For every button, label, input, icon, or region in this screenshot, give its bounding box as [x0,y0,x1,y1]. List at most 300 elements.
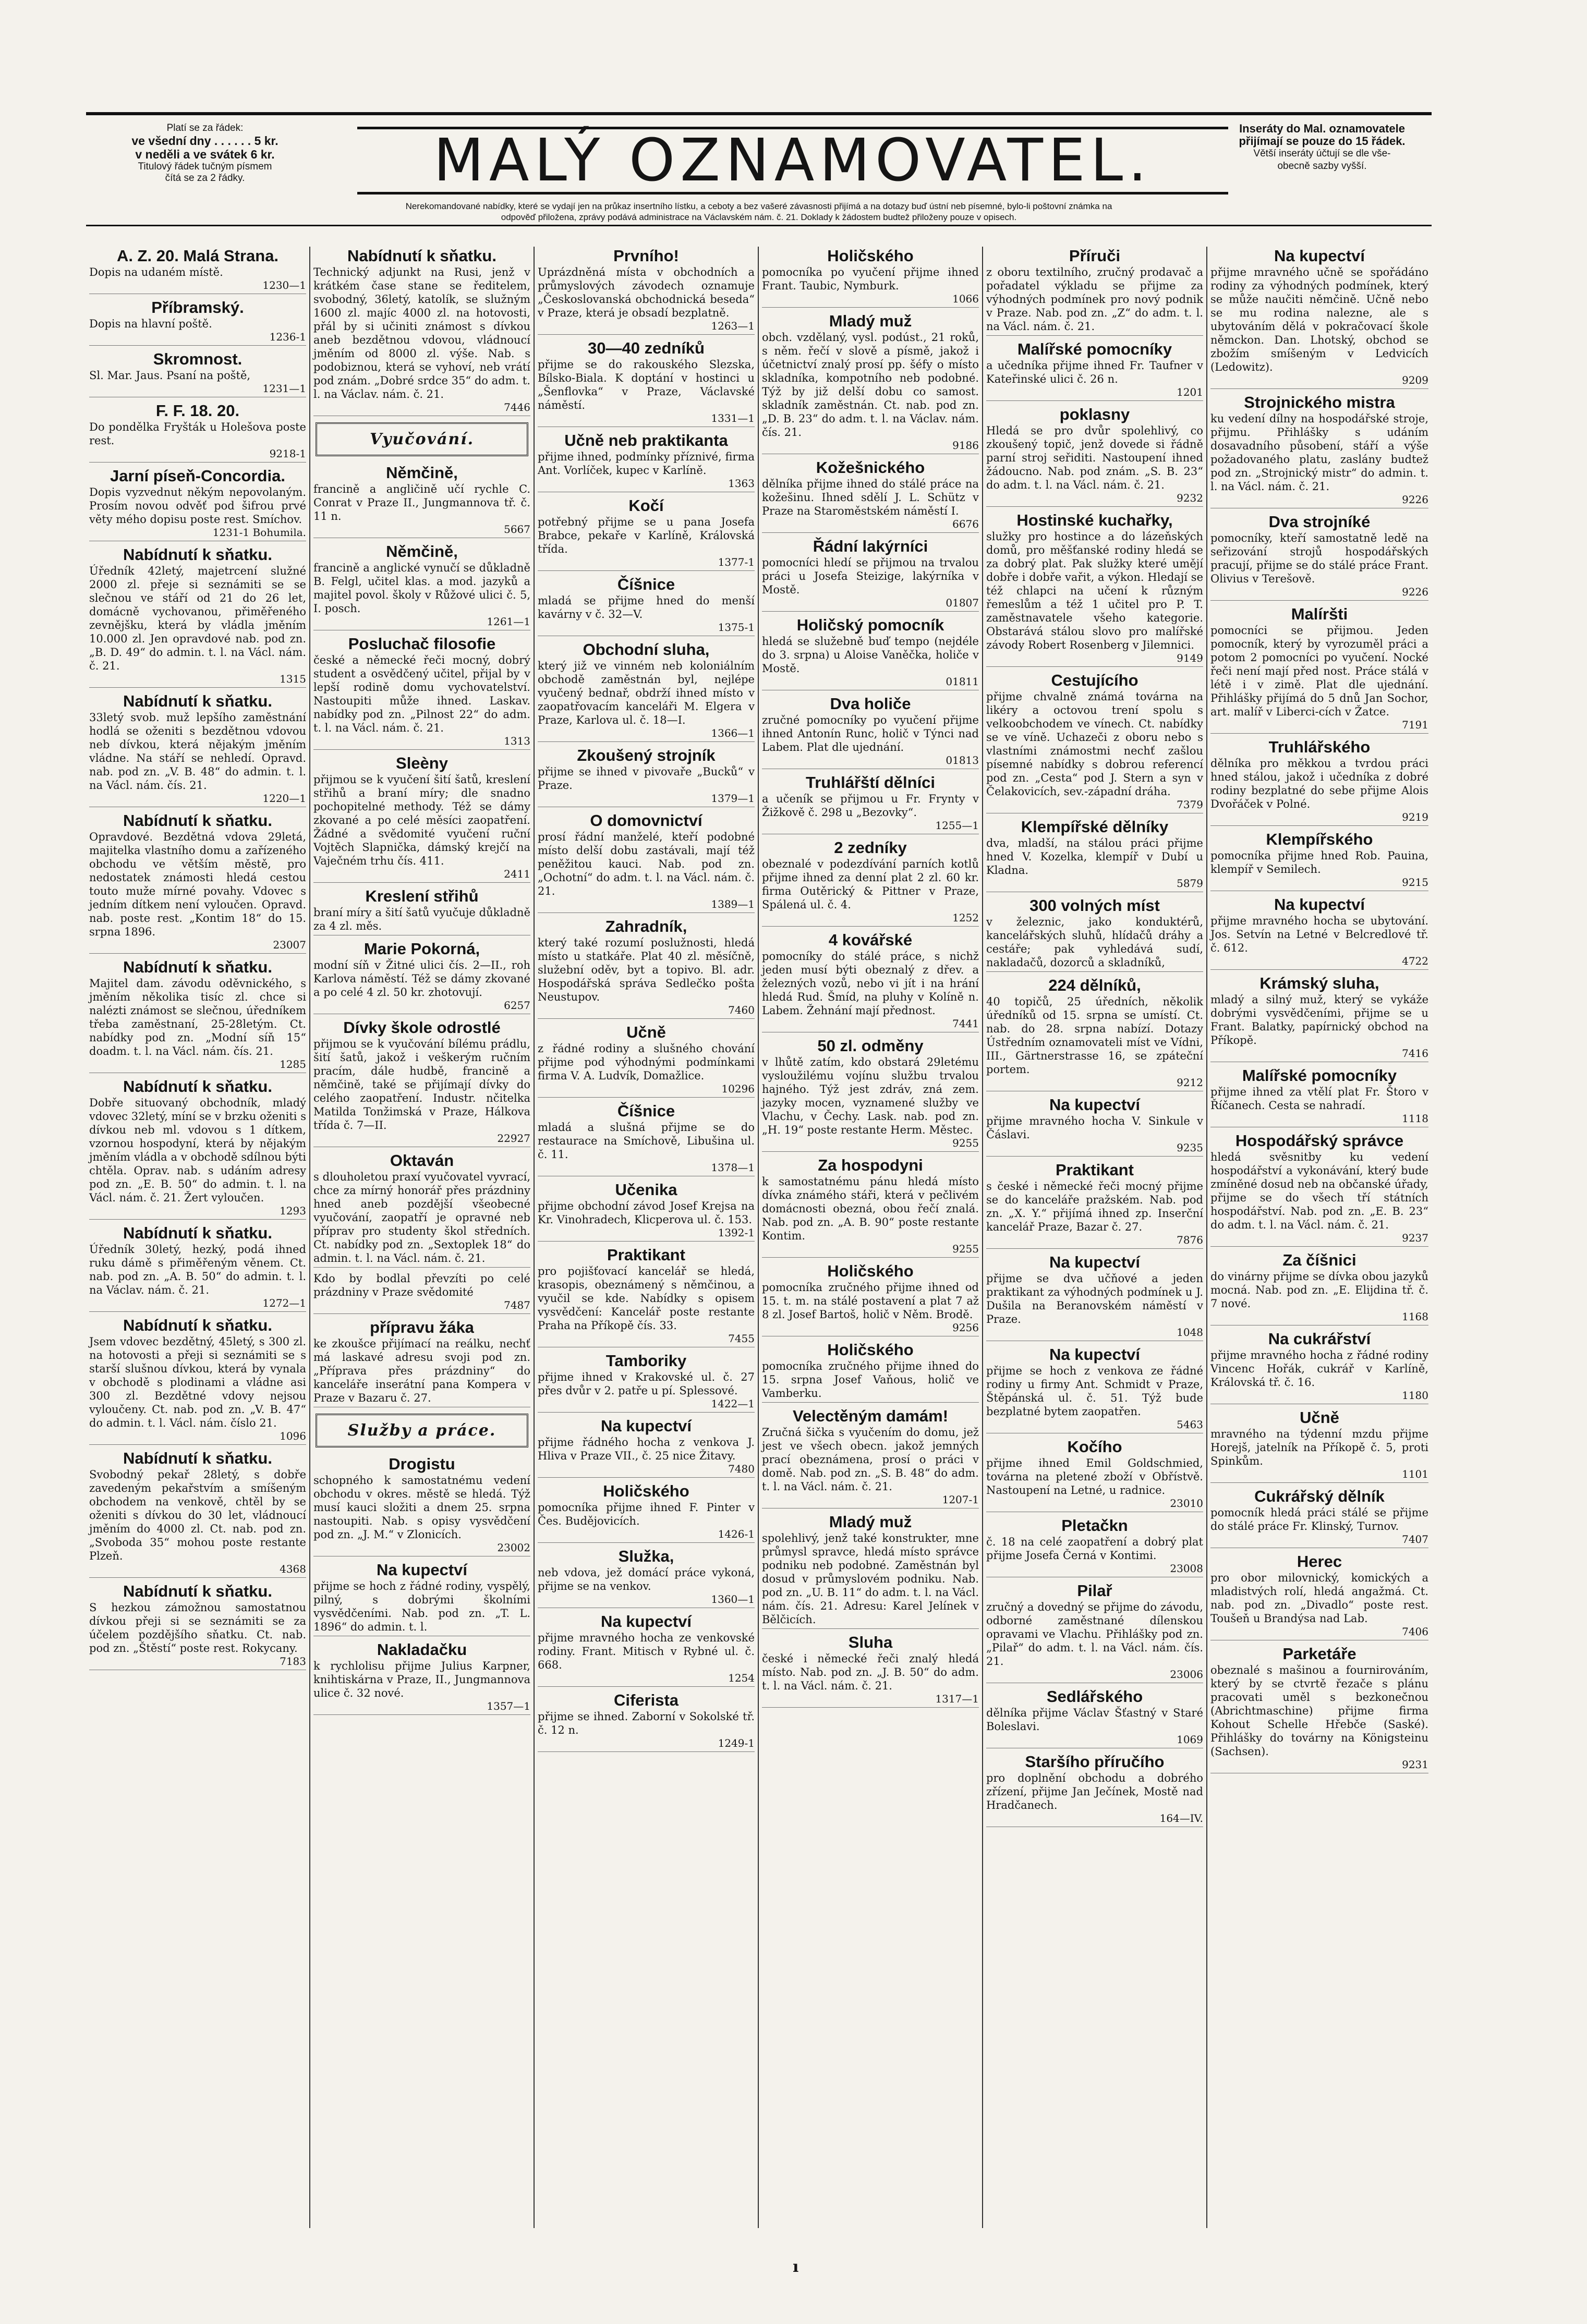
ad-number: 1101 [1402,1468,1428,1480]
ad-text: mladá a slušná přijme se do restaurace na Smíchově, Libušina ul. č. 11. [538,1121,755,1161]
ad-heading: Holičského [603,1482,689,1500]
ad-heading: Nabídnutí k sňatku. [123,545,272,564]
ad-column [535,247,759,2228]
ad-number: 1066 [952,293,979,305]
ad-column [310,247,535,2228]
ad-number: 7183 [280,1655,306,1668]
ad-number: 4722 [1402,955,1428,967]
ad-text: a učeník se přijmou u Fr. Frynty v Žižkově č. 298 u „Bezovky“. [762,793,979,819]
ad-text: přijme mravného hocha V. Sinkule v Čáslavi. [986,1115,1203,1141]
ad-heading: 4 kovářské [828,931,913,949]
classified-ad [986,976,1203,1091]
ad-heading: Pletačkn [1061,1516,1128,1535]
ad-heading: Učně [1300,1408,1339,1427]
ad-number: 9255 [952,1137,979,1149]
ad-text: hledá svěsnitby ku vedení hospodářství a vykonávání, který bude zmíněné dosud neb na občanské úřady, přijme se do všech tří státních hospodářství. Nab. pod zn. „E. B. 23“ do adm. t. l. na Václ. nám. č. 21. [1210,1151,1428,1231]
ad-text: české i německé řeči znalý hledá místo. Nab. pod zn. „J. B. 50“ do adm. t. l. na Václ. nám. č. 21. [762,1652,979,1692]
ad-heading: Nakladačku [377,1640,467,1659]
classified-ad [538,917,755,1019]
ad-heading: Dívky škole odrostlé [343,1018,501,1037]
ad-text: přijme mravného učně se spořádáno rodiny za výhodných podmínek, který se může naučiti němčině. Učně nebo se mu rodina nalezne, ale s ubytováním dělá v pokračovací škole němckon. Dan. Lhotský, obchod se zbožím smíšeným v Ledvicích (Ledowitz). [1210,266,1428,373]
ad-text: přijme se ihned. Zaborní v Sokolské tř. č. 12 n. [538,1710,755,1736]
classified-ad [538,640,755,742]
ad-text: přijmou se k vyučování bílému prádlu, šití šatů, jakož i veškerým ručním pracím, dále hudbě, francině a němčině, také se přijímají dívky do celého zaopatření. Industr. nčitelka Matilda Tonžimská v Praze, Hálkova třída č. 7—II. [313,1038,530,1131]
ad-text: přijme ihned za vtělí plat Fr. Štoro v Říčanech. Cesta se nahradí. [1210,1086,1428,1112]
ad-number: 01813 [946,754,979,766]
ad-number: 1252 [952,911,979,924]
ad-heading: Na kupectví [376,1561,467,1579]
ad-text: přijmou se k vyučení šití šatů, kreslení střihů a braní míry; dle snadno pochopitelné methody. Též se dámy zkované a po celé měsíci zaopatření. Žádné a svědomité vyučení ruční Vojtěch Slapnička, dámský krejčí na Vaječném trhu čís. 411. [313,773,530,867]
ad-number: 1263—1 [711,320,755,332]
classified-ad [538,431,755,492]
ad-text: a učedníka přijme ihned Fr. Taufner v Kateřinské ulici č. 26 n. [986,359,1203,385]
ad-number: 1180 [1402,1389,1428,1402]
ad-text: služky pro hostince a do lázeňských domů, pro měšťanské rodiny hledá se za dobrý plat. Pak služky které umějí dobře i dobře vařit, a výkon. Hledají se též chlapci na učení k různým řemeslům a též 1 učitel pro P. T. zaměstnavatele všeho kategorie. Obstarává stálou slovo pro malířské závody Robert Rosenberg v Jilemnici. [986,530,1203,651]
price-line: ve všední dny . . . . . . 5 kr. [131,134,278,148]
ad-heading: Malířské pomocníky [1242,1066,1397,1085]
classified-ad [762,1407,979,1508]
ad-text: zručný a dovedný se přijme do závodu, odborné zaměstnané dílenskou opravami ve Vlachu. Přihlášky pod zn. „Pilař“ do adm. t. l. na Václ. nám. čís. 21. [986,1601,1203,1668]
classified-ad [762,773,979,834]
ad-heading: Klempířské dělníky [1021,818,1169,836]
ad-heading: 2 zedníky [834,838,907,857]
ad-text: dělníka přijme Václav Šťastný v Staré Boleslavi. [986,1707,1203,1733]
ad-text: Svobodný pekař 28letý, s dobře zavedeným pekařstvím a smíšeným obchodem na venkově, chtěl by se oženiti s dívkou do 30 let, vládnoucí jměním do 4000 zl. Ct. nab. pod zn. „Svoboda 35“ mohou poste restante Plzeň. [89,1468,306,1562]
classified-ad [89,1582,306,1670]
ad-text: české a německé řeči mocný, dobrý student a osvědčený učitel, přijal by v lepší rodině domu vychovatelství. Nastoupiti může ihned. Laskav. nabídky pod zn. „Pilnost 22“ do adm. t. l. na Václ. nám. č. 21. [313,654,530,734]
ad-text: v lhůtě zatím, kdo obstará 29letému vysloužilému vojínu službu trvalou hajného. Týž jest zdráv, zná zem. jazyky mocen, vyznamené služby ve Vlachu, v Čechy. Lask. nab. pod zn. „H. 19“ poste restante Herm. Městec. [762,1056,979,1136]
ad-number: 9255 [952,1243,979,1255]
ad-heading: Holičský pomocník [796,616,944,634]
ad-heading: Malíršti [1291,605,1348,623]
ad-text: potřebný přijme se u pana Josefa Brabce, pekaře v Karlíně, Královská třída. [538,516,755,555]
ad-heading: Na kupectví [1049,1253,1140,1271]
classified-ad [986,1753,1203,1827]
classified-ad [313,1151,530,1268]
classified-ad [986,340,1203,401]
notice-line: odpověď přiložena, zprávy podává administrace na Václavském nám. č. 21. Doklady k žádostem budtež přiloženy pouze v opisech. [501,212,1017,222]
ad-number: 2411 [504,868,530,880]
ad-column [759,247,983,2228]
ad-heading: Cestujícího [1051,671,1138,689]
classified-ad [538,1352,755,1413]
classified-ad [986,1253,1203,1341]
ad-number: 1379—1 [711,792,755,805]
ad-heading: Příruči [1069,247,1121,265]
ad-heading: Zkoušený strojník [577,746,716,764]
ad-heading: Dva strojníké [1268,513,1371,531]
ad-heading: Kreslení střihů [365,887,479,905]
ad-number: 9256 [952,1321,979,1334]
classified-ad [762,1341,979,1403]
ad-heading: Nabídnutí k sňatku. [123,1224,272,1242]
classified-ad [89,1449,306,1578]
ad-heading: Krámský sluha, [1259,974,1379,992]
classified-ad [313,542,530,630]
classified-ad [313,1318,530,1407]
classified-ad [986,511,1203,667]
classified-ad [89,350,306,397]
ad-number: 9218-1 [269,447,306,460]
ad-number: 1118 [1402,1112,1428,1125]
ad-heading: Jarní píseň-Concordia. [110,467,285,485]
price-line: čítá se za 2 řádky. [165,173,245,184]
ad-number: 5879 [1177,877,1203,890]
ad-number: 1366—1 [711,727,755,739]
classified-ad [762,247,979,308]
ad-text: přijme řádného hocha z venkova J. Hliva v Praze VII., č. 25 nice Žitavy. [538,1436,755,1462]
classified-ad [313,464,530,538]
ad-heading: Hostinské kuchařky, [1016,511,1173,529]
ad-heading: Číšnice [617,1102,675,1120]
ad-heading: Kočího [1067,1438,1122,1456]
ad-number: 1293 [280,1204,306,1217]
classified-ad [762,458,979,533]
ad-text: pomocníci se přijmou. Jeden pomocník, který by vyrozuměl práci a potom 2 pomocníci po vyučení. Nocké řeči není mají před nost. Práce stálá v létě i v zimě. Plat dle ujednání. Přihlášky přijímá do 5 dnů Jan Sochor, art. malíř v Liberci-cích v Žatce. [1210,624,1428,718]
ad-text: pro pojišťovací kancelář se hledá, krasopis, obeznámený s němčinou, a vyučil se kde. Nabídky s opisem vysvědčení: Kancelář poste restante Praha na Příkopě čís. 33. [538,1265,755,1332]
ad-text: modní síň v Žitné ulici čís. 2—II., roh Karlova náměstí. Též se dámy zkované a po celé 4 zl. 50 kr. zhotovují. [313,959,530,999]
ad-text: pomocníka zručného přijme ihned do 15. srpna Josef Vaňous, holič ve Vamberku. [762,1360,979,1400]
ad-number: 23008 [1170,1562,1203,1575]
ad-heading: Kočí [628,496,664,515]
ad-heading: Oktaván [390,1151,454,1170]
ad-number: 7416 [1402,1047,1428,1060]
insert-line: přijímají se pouze do 15 řádek. [1239,135,1406,148]
classified-ad [986,1516,1203,1577]
classified-ad [538,247,755,335]
ad-text: neb vdova, jež domácí práce vykoná, přijme se na venkov. [538,1566,755,1592]
classified-ad [986,247,1203,336]
ad-text: přijme mravného hocha ze venkovské rodiny. Frant. Mitisch v Rybné ul. č. 668. [538,1632,755,1671]
classified-ad [986,1161,1203,1249]
ad-number: 1220—1 [262,792,306,805]
classified-ad [89,247,306,294]
classified-ad [538,1547,755,1608]
ad-text: Dobře situovaný obchodník, mladý vdovec 32letý, míní se v brzku oženiti s dívkou neb ml. vdovou s 1 dítkem, vzornou hospodyní, která by nějakým jměním vládla a v obchodě sdílnou býti chtěla. Oprav. nab. s udáním adresy pod zn. „E. B. 50“ do admin. t. l. na Václ. nám. č. 21. Žert vyloučen. [89,1097,306,1204]
ad-text: mladý a silný muž, který se vykáže dobrými vysvědčeními, přijme se u Frant. Balatky, papírnický obchod na Příkopě. [1210,993,1428,1047]
ad-number: 1096 [280,1430,306,1442]
classified-ad [986,405,1203,507]
ad-heading: A. Z. 20. Malá Strana. [116,247,279,265]
ad-number: 7480 [728,1463,755,1475]
ad-text: Úředník 30letý, hezký, podá ihned ruku dámě s přiměřeným věnem. Ct. nab. pod zn. „A. B. 50“ do admin. t. l. na Václav. nám. č. 21. [89,1243,306,1296]
ad-text: obeznalé s mašinou a fournirováním, který by se ctvrtě řezače s plánu pracovati uměl s bezkonečnou (Abrichtmaschine) přijme firma Kohout Schelle Hřebče (Saské). Přihlášky do továrny na Königsteinu (Sachsen). [1210,1664,1428,1758]
ad-text: č. 18 na celé zaopatření a dobrý plat přijme Josefa Černá v Kontimi. [986,1536,1203,1562]
ad-text: francině a anglické vynučí se důkladně B. Felgl, učitel klas. a mod. jazyků a majitel povol. školy v Růžové ulici č. 5, I. posch. [313,562,530,615]
classified-ad [313,635,530,750]
ad-text: ke zkoušce přijímací na reálku, nechť má laskavé adresu svoji pod zn. „Příprava přes prázdniny“ do kanceláře inserátní pana Kompera v Praze v Bazaru č. 27. [313,1337,530,1404]
ad-number: 1207-1 [942,1493,979,1506]
classified-ad [1210,513,1428,601]
ad-heading: Staršího příručího [1025,1753,1165,1771]
ad-heading: Za číšnici [1282,1251,1356,1269]
ad-heading: Marie Pokorná, [364,940,480,958]
ad-number: 1378—1 [711,1161,755,1174]
ad-heading: Strojnického mistra [1244,393,1395,411]
classified-ad [986,1345,1203,1433]
ad-text: S hezkou zámožnou samostatnou dívkou přeji si se seznámiti se za účelem pozdějšího sňatku. Ct. nab. pod zn. „Štěstí“ poste rest. Rokycany. [89,1601,306,1654]
ad-text: obch. vzdělaný, vysl. podúst., 21 roků, s něm. řečí v slově a písmě, jakož i účetnictví znalý prosí pp. šéfy o místo skladníka, kompotního neb podobné. Týž by již delší dobu co samost. skladník zaměstnán. Ct. nab. pod zn. „D. B. 23“ do adm. t. l. na Václav. nám. čís. 21. [762,331,979,439]
ad-text: přijme mravného hocha se ubytování. Jos. Setvín na Letné v Belcredlové tř. č. 612. [1210,915,1428,954]
ad-text: Hledá se pro dvůr spolehlivý, co zkoušený topič, jenž dovede si řádně parní stroj seřiditi. Nastoupení ihned žádoucno. Nab. pod znám. „S. B. 23“ do adm. t. l. na Václ. nám. č. 21. [986,424,1203,491]
classified-ad [313,1640,530,1715]
page-mark: ı [793,2258,799,2276]
ad-number: 164—IV. [1159,1812,1203,1824]
ad-number: 1255—1 [935,819,979,832]
ad-number: 7876 [1177,1234,1203,1246]
ad-number: 5463 [1177,1418,1203,1431]
ad-text: Úředník 42letý, majetrcení služné 2000 zl. přeje si seznámiti se se slečnou ve stáří od 21 do 26 let, domácně vychovanou, přiměřeného zevnějšku, která by vládla jměním 10.000 zl. Jen opravdové nab. pod zn. „B. D. 49“ do admin. t. l. na Václ. nám. č. 21. [89,565,306,672]
ad-text: Majitel dam. závodu oděvnického, s jměním několika tisíc zl. chce si nalézti známost se slečnou, úředníkem třeba zaměstnaní, 25-28letým. Ct. nabídky pod zn. „Modní síň 15“ doadm. t. l. na Václ. nám. čís. 21. [89,977,306,1057]
price-box [90,123,320,184]
ad-heading: Nabídnutí k sňatku. [123,1449,272,1467]
ad-heading: Holičského [827,247,914,265]
ad-text: ku vedení dílny na hospodářské stroje, přijmu. Přihlášky s udáním dosavadního působení, stáří a výše požadovaného platu, zaslány budtež pod zn. „Strojnický mistr“ do admin. t. l. na Václ. nám. č. 21. [1210,412,1428,493]
ad-number: 1249-1 [718,1737,755,1749]
classified-ad [762,838,979,927]
ad-heading: Mladý muž [829,1513,912,1531]
ad-text: z řádné rodiny a slušného chování přijme pod výhodnými podmínkami firma V. A. Ludvík, Domažlice. [538,1042,755,1082]
ad-number: 10296 [721,1082,755,1095]
ad-number: 1272—1 [262,1297,306,1309]
ad-heading: Malířské pomocníky [1017,340,1172,358]
ad-text: přijme ihned Emil Goldschmied, továrna na pletené zboží v Obřístvě. Nastoupení na Letné, u radnice. [986,1457,1203,1496]
ad-text: schopného k samostatnému vedení obchodu v okres. městě se hledá. Týž musí kauci složiti a dnem 25. srpna nastoupiti. Nab. s opisy vysvědčení pod zn. „J. M.“ v Zlonicích. [313,1474,530,1541]
ad-text: pomocníka přijme hned Rob. Pauina, klempíř v Semilech. [1210,849,1428,875]
ad-text: mravného na týdenní mzdu přijme Horejš, jatelník na Příkopě č. 5, proti Spinkům. [1210,1428,1428,1467]
insert-box [1213,123,1432,173]
classified-ad [1210,605,1428,734]
classified-ad [89,545,306,688]
ad-heading: Nabídnutí k sňatku. [123,1582,272,1600]
ad-number: 23007 [273,939,306,951]
ad-text: v železnic, jako konduktérů, kancelářských sluhů, hlídačů dráhy a cestáře; pak vyhledává sudí, nakladačů, dozorců a skladníků, [986,916,1203,969]
ad-text: Sl. Mar. Jaus. Psaní na poště, [89,369,251,382]
ad-heading: Sleèny [396,754,448,772]
ad-heading: Sedlářského [1046,1687,1143,1706]
classified-ad [89,401,306,463]
insert-line: Inseráty do Mal. oznamovatele [1239,122,1405,135]
classified-ad [1210,1066,1428,1127]
ad-text: přijme chvalně známá továrna na likéry a octovou trení spolu s velkoobchodem ve vínech. Ct. nabídky se ve víně. Uchazeči z oboru nebo s vlastními známostmi nechť zašlou písemné nabídky s dobrou referencí pod zn. „Cesta“ pod J. Stern a syn v Čelakovicích, sev.-západní dráha. [986,690,1203,798]
classified-ad [1210,895,1428,970]
ad-number: 23010 [1170,1497,1203,1510]
classified-ad [313,1561,530,1636]
classified-ad [1210,974,1428,1062]
ad-text: pomocník hledá práci stálé se přijme do stálé práce Fr. Klinský, Turnov. [1210,1506,1428,1532]
ad-number: 1285 [280,1058,306,1070]
ad-text: Kdo by bodlal převzíti po celé prázdniny v Praze svědomité [313,1272,530,1298]
ad-heading: O domovnictví [590,811,702,830]
ad-number: 1254 [728,1672,755,1684]
ad-text: obeznalé v podezdívání parních kotlů přijme ihned za denní plat 2 zl. 60 kr. firma Outěrický & Pittner v Praze, Spálená ul. č. 4. [762,858,979,911]
classified-ad [538,496,755,571]
ad-text: přijme mravného hocha z řádné rodiny Vincenc Hořák, cukrář v Karlíně, Královská tř. č. 16. [1210,1349,1428,1389]
classified-ad [986,818,1203,892]
ad-heading: Na kupectví [1274,895,1365,914]
ad-text: braní míry a šití šatů vyučuje důkladně za 4 zl. měs. [313,906,530,932]
classified-ad [538,1102,755,1176]
classified-ad [538,1023,755,1098]
ad-text: zručné pomocníky po vyučení přijme ihned Antonín Runc, holič v Týnci nad Labem. Plat dle ujednání. [762,714,979,753]
ad-number: 23006 [1170,1668,1203,1681]
ad-number: 1360—1 [711,1593,755,1605]
classified-ad [1210,1330,1428,1404]
ad-heading: 300 volných míst [1029,896,1160,915]
ad-heading: Služka, [618,1547,674,1565]
classified-ad [538,1612,755,1687]
ad-heading: Nabídnutí k sňatku. [347,247,496,265]
classified-ad [986,1687,1203,1748]
ad-heading: Učenika [615,1181,677,1199]
newspaper-page [86,112,1432,2229]
ad-heading: Na kupectví [600,1612,692,1631]
ad-number: 4368 [280,1563,306,1575]
ad-text: který již ve vinném neb koloniálním obchodě zaměstnán byl, nejlépe vyučený bednař, obdrží ihned místo v zaopatřovacím kanceláři M. Elgera v Praze, Karlova ul. č. 18—I. [538,660,755,726]
price-line: Platí se za řádek: [166,123,244,133]
ad-heading: Skromnost. [153,350,243,368]
ad-heading: Němčině, [386,542,458,561]
ad-number: 9219 [1402,811,1428,823]
ad-text: s české i německé řeči mocný přijme se do kanceláře pražském. Nab. pod zn. „X. Y.“ přijímá ihned zp. Inserční kancelář Praze, Bazar č. 27. [986,1180,1203,1233]
ad-text: k samostatnému pánu hledá místo dívka známého stáři, která v pečlivém domácnosti obezná, obou řečí znalá. Nab. pod zn. „A. B. 90“ poste restante Kontim. [762,1175,979,1242]
ad-number: 7487 [504,1299,530,1311]
ad-heading: Praktikant [607,1246,685,1264]
ad-number: 01811 [946,675,979,688]
ad-number: 1231—1 [262,382,306,395]
ad-number: 7441 [952,1017,979,1030]
ad-text: z oboru textilního, zručný prodavač a pořadatel výkladu se přijme za výhodných podmínek pro nový podnik v Praze. Nab. pod zn. „Z“ do adm. t. l. na Václ. nám. č. 21. [986,266,1203,333]
ad-heading: Truhlářského [1268,738,1371,756]
ad-text: pomocníky, kteří samostatně ledě na seřizování strojů hospodářských pracují, přijme se do stálé práce Frant. Olivius v Terešově. [1210,532,1428,585]
insert-line: Větší inseráty účtují se dle vše- [1253,148,1391,159]
price-line: Titulový řádek tučným písmem [138,161,272,172]
ad-text: 33letý svob. muž lepšího zaměstnání hodlá se oženiti s bezdětnou vdovou neb dívkou, která nějakým jměním vládne. Na stáří se nehledí. Opravd. nab. pod zn. „V. B. 48“ do admin. t. l. na Václ. nám. čís. 21. [89,711,306,792]
ad-text: spolehlivý, jenž také konstrukter, mne průmysl spravce, hledá místo správce podniku neb podobné. Zaměstnán byl dosud v průmyslovém podniku. Nab. pod zn. „U. B. 11“ do adm. t. l. na Václ. nám. čís. 21. Adresu: Karel Jelínek v Bělčicích. [762,1532,979,1626]
ad-text: pomocníci hledí se přijmou na trvalou práci u Josefa Steizige, lakýrníka v Mostě. [762,556,979,596]
classified-ad [986,671,1203,813]
classified-ad [89,467,306,541]
classified-ad [538,575,755,636]
ad-text: francině a angličině učí rychle C. Conrat v Praze II., Jungmannova tř. č. 11 n. [313,483,530,522]
ad-text: dělníka přijme ihned do stálé práce na kožešinu. Ihned sdělí J. L. Schütz v Praze na Staroměstském náměstí I. [762,478,979,517]
ad-number: 7191 [1402,719,1428,731]
ad-heading: Řádní lakýrníci [813,537,928,555]
ad-heading: Praktikant [1056,1161,1134,1179]
section-heading: Vyučování. [316,422,528,456]
ad-heading: Nabídnutí k sňatku. [123,692,272,710]
ad-number: 1201 [1177,386,1203,398]
classified-ad [1210,393,1428,508]
ad-heading: Mladý muž [829,312,912,330]
classified-ad [762,312,979,454]
ad-number: 9209 [1402,374,1428,386]
ad-column [86,247,310,2228]
classified-ad [762,695,979,769]
ad-heading: Holičského [827,1262,914,1280]
ad-heading: Kožešnického [816,458,925,477]
classified-ad [1210,1645,1428,1773]
classified-ad [1210,830,1428,891]
ad-text: Do pondělka Fryšták u Holešova poste rest. [89,421,306,447]
classified-ad [89,298,306,346]
ad-number: 1313 [504,735,530,747]
ad-number: 1392-1 [718,1226,755,1239]
classified-ad [762,1156,979,1258]
ad-number: 9149 [1177,652,1203,664]
classified-ad [313,1018,530,1147]
ad-heading: Truhlářští dělníci [805,773,936,792]
ad-text: přijme se hoch z řádné rodiny, vyspělý, pilný, s dobrými školními vysvědčeními. Nab. pod zn. „T. L. 1896“ do admin. t. l. [313,1580,530,1633]
ad-heading: Za hospodyni [818,1156,923,1174]
ad-number: 9212 [1177,1076,1203,1089]
ad-text: 40 topičů, 25 úředních, několik úředníků od 15. srpna se umístí. Ct. nab. do 28. srpna nabízí. Dotazy Ústředním oznamovateli míst ve Vídni, III., Gärtnerstrasse 16, se zpáteční portem. [986,995,1203,1076]
ad-text: Jsem vdovec bezdětný, 45letý, s 300 zl. na hotovosti a přeji si seznámiti se s starší slušnou dívkou, která by vynala v obchodě s plodinami a vládne asi 300 zl. Bezdětné vdovy nejsou vyloučeny. Ct. nab. pod zn. „V. B. 47“ do admin. t. l. Václ. nám. číslo 21. [89,1335,306,1429]
ad-text: dva, mladší, na stálou práci přijme hned V. Kozelka, klempíř v Dubí u Kladna. [986,837,1203,877]
ad-number: 7379 [1177,798,1203,811]
ad-heading: Drogistu [389,1455,455,1473]
ad-text: přijme ihned v Krakovské ul. č. 27 přes dvůr v 2. patře u pí. Splessové. [538,1371,755,1397]
ad-number: 7455 [728,1332,755,1345]
classified-ad [538,1691,755,1752]
ad-heading: 30—40 zedníků [588,339,705,357]
classified-ad [313,940,530,1014]
ad-text: Opravdové. Bezdětná vdova 29letá, majitelka vlastního domu a zařízeného obchodu ve větším městě, pro nedostatek známosti hledá cestou touto muže mírné povahy. Vdovec s jedním dítkem není vyloučen. Opravd. nab. poste rest. „Kontim 18“ do 15. srpna 1896. [89,831,306,938]
notice [86,201,1432,223]
ad-number: 23002 [497,1541,530,1554]
classified-ad [313,1455,530,1556]
ad-number: 5667 [504,523,530,536]
classified-ad [762,616,979,690]
ad-text: přijme se do rakouského Slezska, Bílsko-Biala. K doptání v hostinci u „Šenflovka“ v Praze, Václavské náměstí. [538,358,755,411]
classified-ad [538,1246,755,1347]
classified-ad [1210,1552,1428,1640]
classified-ad [762,1037,979,1152]
ad-column [1207,247,1432,2228]
ad-heading: Na cukrářství [1268,1330,1371,1348]
ad-text: přijme obchodní závod Josef Krejsa na Kr. Vinohradech, Klicperova ul. č. 153. [538,1200,755,1226]
ad-heading: Němčině, [386,464,458,482]
ad-heading: Na kupectví [1274,247,1365,265]
ad-text: prosí řádní manželé, kteří podobné místo delší dobu zastávali, mají též peněžitou kauci. Nab. pod zn. „Ochotní“ do adm. t. l. na Václ. nám. č. 21. [538,831,755,897]
ad-heading: Nabídnutí k sňatku. [123,958,272,976]
ad-text: hledá se služebně buď tempo (nejdéle do 3. srpna) u Aloise Vaněčka, holiče v Mostě. [762,635,979,675]
classified-ad [538,1482,755,1543]
ad-number: 7407 [1402,1533,1428,1546]
ad-heading: Nabídnutí k sňatku. [123,1077,272,1096]
ad-heading: Příbramský. [151,298,244,317]
classified-ad [538,1417,755,1478]
ad-number: 9226 [1402,493,1428,506]
classified-ad [762,1262,979,1336]
ad-number: 9237 [1402,1232,1428,1244]
ad-text: pro obor milovnický, komických a mladistvých rolí, hledá angažmá. Ct. nab. pod zn. „Divadlo“ poste rest. Toušeň u Brandýsa nad Lab. [1210,1572,1428,1625]
ad-number: 01807 [946,597,979,609]
ad-text: pomocníka po vyučení přijme ihned Frant. Taubic, Nymburk. [762,266,979,292]
ad-column [983,247,1207,2228]
ad-heading: Hospodářský správce [1235,1131,1404,1150]
ad-columns [86,247,1432,2228]
classified-ad [1210,1487,1428,1548]
ad-text: pomocníka přijme ihned F. Pinter v Čes. Budějovicích. [538,1501,755,1527]
ad-number: 1426-1 [718,1528,755,1540]
ad-heading: Na kupectví [600,1417,692,1435]
classified-ad [762,1633,979,1708]
ad-text: Dopis na hlavní poště. [89,318,212,330]
classified-ad [1210,1131,1428,1247]
ad-heading: Posluchač filosofie [348,635,496,653]
ad-text: do vinárny přijme se dívka obou jazyků mocná. Nab. pod zn. „E. Elijdina tř. č. 7 nové. [1210,1270,1428,1310]
